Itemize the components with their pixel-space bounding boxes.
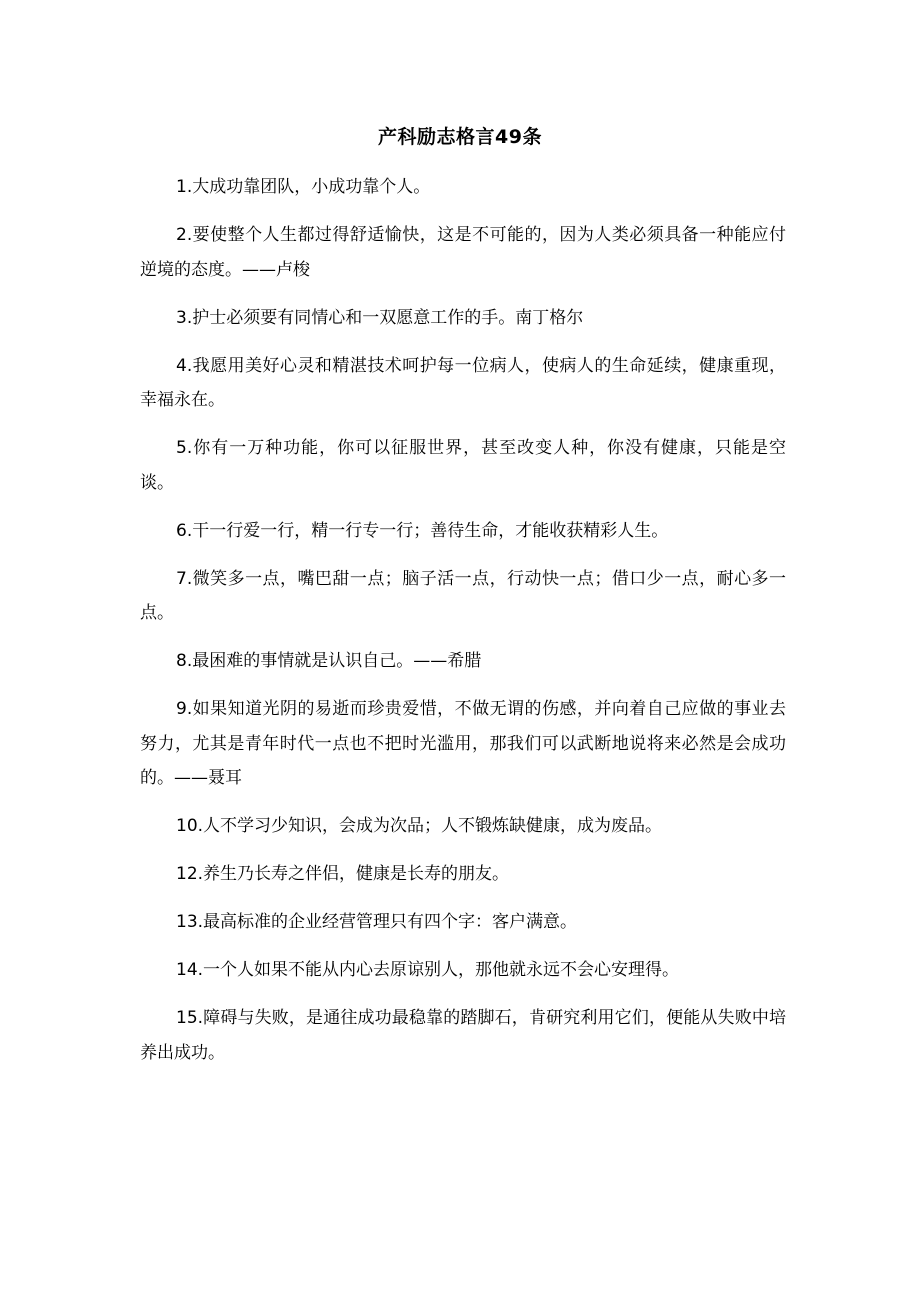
document-body [140, 170, 786, 1084]
quote-paragraph: 7.微笑多一点，嘴巴甜一点；脑子活一点，行动快一点；借口少一点，耐心多一点。 [140, 568, 786, 623]
quote-paragraph: 9.如果知道光阴的易逝而珍贵爱惜，不做无谓的伤感，并向着自己应做的事业去努力，尤其是青年时代一点也不把时光滥用，那我们可以武断地说将来必然是会成功的。——聂耳 [140, 699, 786, 788]
quote-paragraph: 14.一个人如果不能从内心去原谅别人，那他就永远不会心安理得。 [176, 960, 680, 980]
document-title: 产科励志格言49条 [378, 126, 542, 148]
quote-paragraph: 10.人不学习少知识，会成为次品；人不锻炼缺健康，成为废品。 [176, 816, 663, 836]
quote-paragraph: 12.养生乃长寿之伴侣，健康是长寿的朋友。 [176, 864, 510, 884]
quote-paragraph: 5.你有一万种功能，你可以征服世界，甚至改变人种，你没有健康，只能是空谈。 [140, 438, 786, 493]
quote-paragraph: 15.障碍与失败，是通往成功最稳靠的踏脚石，肯研究利用它们，便能从失败中培养出成功。 [140, 1008, 786, 1063]
quote-paragraph: 3.护士必须要有同情心和一双愿意工作的手。南丁格尔 [176, 307, 584, 328]
quote-paragraph: 13.最高标准的企业经营管理只有四个字：客户满意。 [176, 912, 578, 932]
quote-paragraph: 1.大成功靠团队，小成功靠个人。 [176, 177, 431, 197]
quote-paragraph: 4.我愿用美好心灵和精湛技术呵护每一位病人，使病人的生命延续，健康重现，幸福永在。 [140, 355, 786, 410]
quote-paragraph: 8.最困难的事情就是认识自己。——希腊 [176, 651, 482, 671]
quote-paragraph: 2.要使整个人生都过得舒适愉快，这是不可能的，因为人类必须具备一种能应付逆境的态度。——卢梭 [140, 225, 786, 280]
quote-paragraph: 6.干一行爱一行，精一行专一行；善待生命，才能收获精彩人生。 [176, 520, 669, 541]
